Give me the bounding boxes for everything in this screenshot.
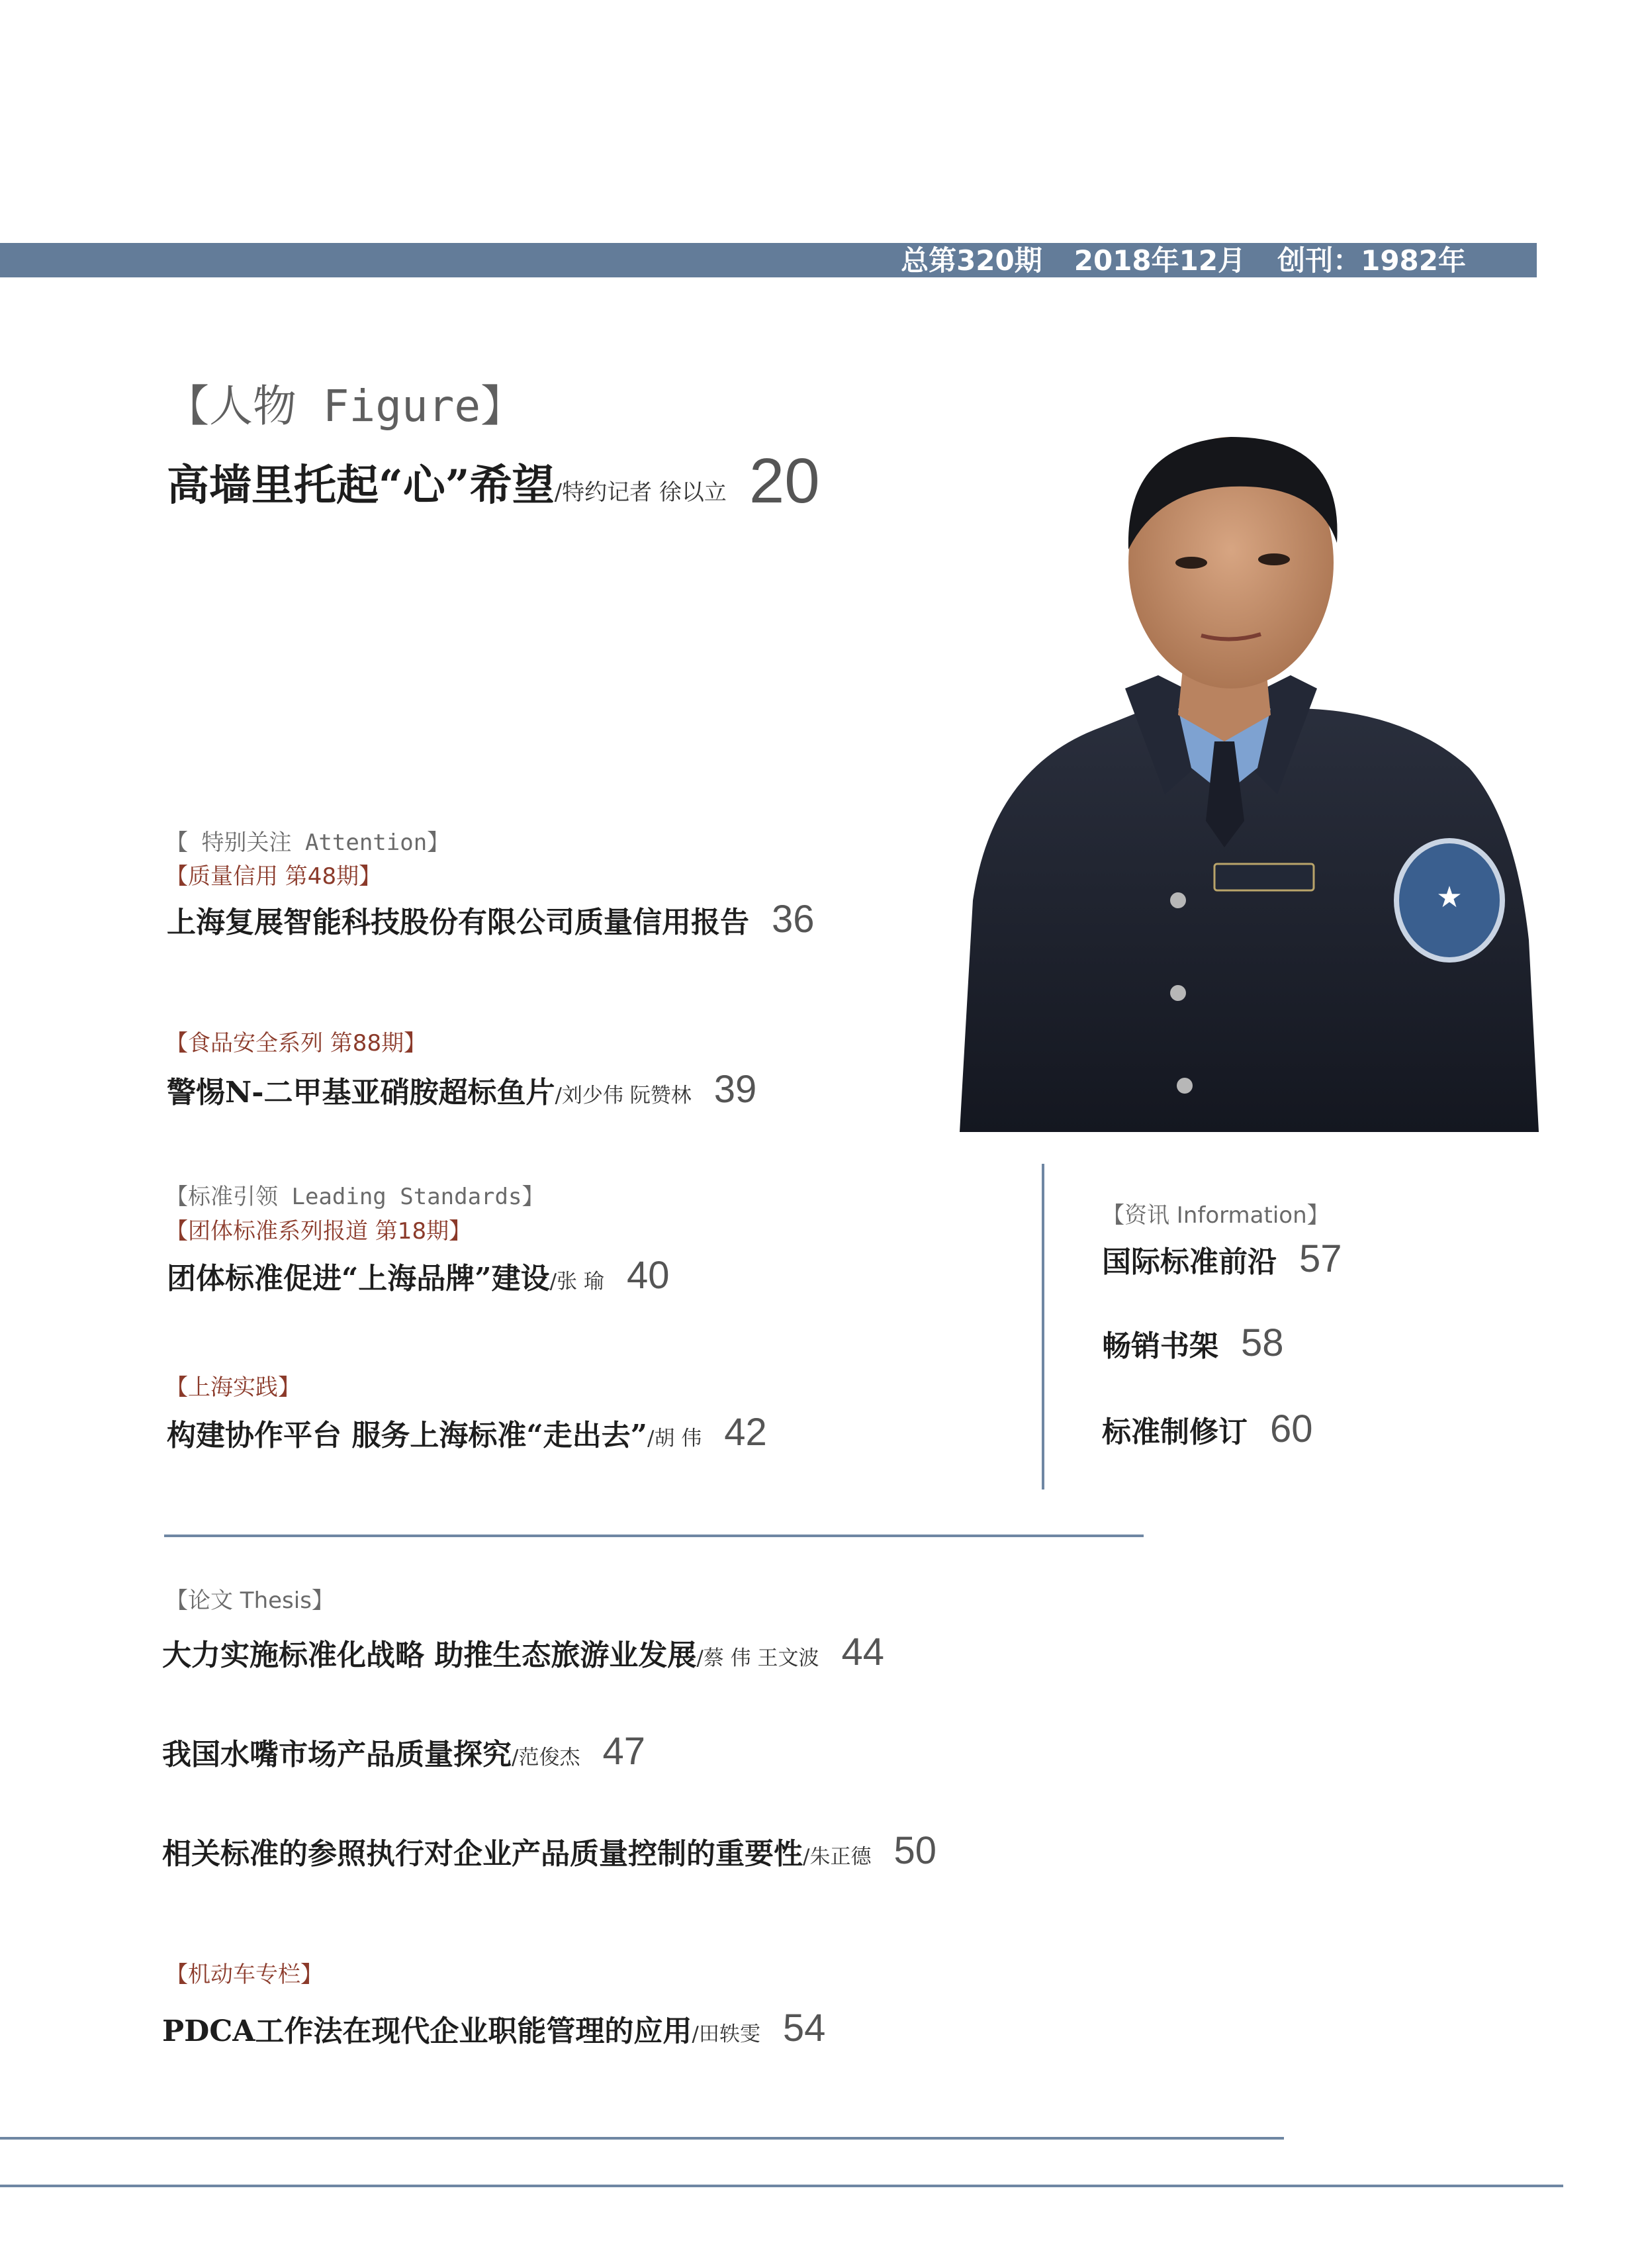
toc-entry-info-1[interactable] — [1102, 1237, 1342, 1281]
entry-author: /刘少伟 阮赞林 — [555, 1084, 692, 1108]
left-eye — [1175, 557, 1207, 569]
toc-entry-quality-credit[interactable] — [167, 897, 815, 941]
entry-page: 44 — [841, 1630, 884, 1674]
entry-page: 60 — [1270, 1407, 1313, 1450]
coat-button — [1170, 985, 1186, 1001]
entry-page: 54 — [782, 2007, 826, 2050]
toc-entry-group-standards[interactable] — [167, 1253, 669, 1298]
entry-title: 警惕N-二甲基亚硝胺超标鱼片 — [167, 1076, 555, 1110]
entry-title: 高墙里托起“心”希望 — [167, 461, 555, 510]
column-divider — [1042, 1164, 1044, 1489]
founded-year: 创刊：1982年 — [1277, 244, 1466, 277]
entry-page: 57 — [1299, 1237, 1342, 1280]
entry-page: 36 — [772, 898, 815, 941]
entry-title: 我国水嘴市场产品质量探究 — [162, 1738, 512, 1772]
bottom-rule-upper — [0, 2137, 1284, 2140]
section-divider — [164, 1535, 1144, 1537]
entry-page: 58 — [1241, 1321, 1284, 1364]
section-label-figure: 【人物 Figure】 — [165, 381, 525, 432]
section-label-attention: 【 特别关注 Attention】 — [165, 829, 450, 856]
sub-label-quality-credit: 【质量信用 第48期】 — [165, 863, 382, 890]
entry-title: 畅销书架 — [1102, 1329, 1218, 1363]
entry-page: 20 — [749, 446, 820, 516]
section-label-leading-standards: 【标准引领 Leading Standards】 — [165, 1184, 545, 1210]
entry-author: /特约记者 徐以立 — [554, 479, 727, 506]
toc-entry-thesis-2[interactable] — [162, 1729, 645, 1773]
entry-author: /田轶雯 — [692, 2022, 760, 2046]
toc-entry-info-3[interactable] — [1102, 1407, 1313, 1451]
entry-title: 相关标准的参照执行对企业产品质量控制的重要性 — [162, 1837, 803, 1871]
toc-entry-figure[interactable] — [167, 442, 820, 515]
issue-total: 总第320期 — [901, 244, 1042, 277]
badge-number-plate — [1214, 864, 1314, 890]
sub-label-group-standards: 【团体标准系列报道 第18期】 — [165, 1218, 472, 1245]
sub-label-shanghai-practice: 【上海实践】 — [165, 1374, 300, 1401]
entry-title: 构建协作平台 服务上海标准“走出去” — [167, 1419, 647, 1452]
entry-title: 团体标准促进“上海品牌”建设 — [167, 1262, 550, 1296]
entry-author: /张 瑜 — [549, 1270, 604, 1294]
entry-author: /范俊杰 — [512, 1746, 580, 1770]
toc-entry-shanghai-practice[interactable] — [167, 1410, 767, 1454]
entry-page: 47 — [602, 1730, 645, 1773]
toc-entry-thesis-1[interactable] — [162, 1630, 884, 1674]
issue-date: 2018年12月 — [1073, 244, 1246, 277]
entry-title: 标准制修订 — [1102, 1415, 1248, 1449]
entry-author: /朱正德 — [803, 1845, 872, 1869]
bottom-rule-lower — [0, 2185, 1563, 2187]
entry-title: 国际标准前沿 — [1102, 1245, 1277, 1279]
sub-label-food-safety: 【食品安全系列 第88期】 — [165, 1030, 427, 1057]
entry-author: /胡 伟 — [647, 1427, 702, 1450]
coat-button — [1170, 892, 1186, 908]
officer-portrait — [946, 397, 1542, 1139]
entry-title: 大力实施标准化战略 助推生态旅游业发展 — [162, 1638, 697, 1672]
section-label-information: 【资讯 Information】 — [1102, 1202, 1330, 1229]
sub-label-motor-vehicle: 【机动车专栏】 — [165, 1961, 323, 1988]
entry-page: 50 — [893, 1829, 936, 1872]
toc-entry-info-2[interactable] — [1102, 1321, 1284, 1365]
entry-title: PDCA工作法在现代企业职能管理的应用 — [162, 2014, 692, 2048]
entry-page: 42 — [724, 1411, 767, 1454]
toc-entry-thesis-3[interactable] — [162, 1828, 936, 1873]
entry-title: 上海复展智能科技股份有限公司质量信用报告 — [167, 906, 749, 939]
toc-entry-food-safety[interactable] — [167, 1067, 756, 1111]
patch-star-icon: ★ — [1436, 880, 1463, 914]
section-label-thesis: 【论文 Thesis】 — [165, 1587, 334, 1614]
right-eye — [1258, 553, 1290, 565]
entry-page: 39 — [713, 1068, 757, 1111]
entry-author: /蔡 伟 王文波 — [696, 1646, 819, 1670]
toc-entry-motor-1[interactable] — [162, 2006, 825, 2050]
coat-button — [1177, 1078, 1193, 1094]
issue-info — [869, 243, 1466, 277]
entry-page: 40 — [626, 1254, 670, 1297]
